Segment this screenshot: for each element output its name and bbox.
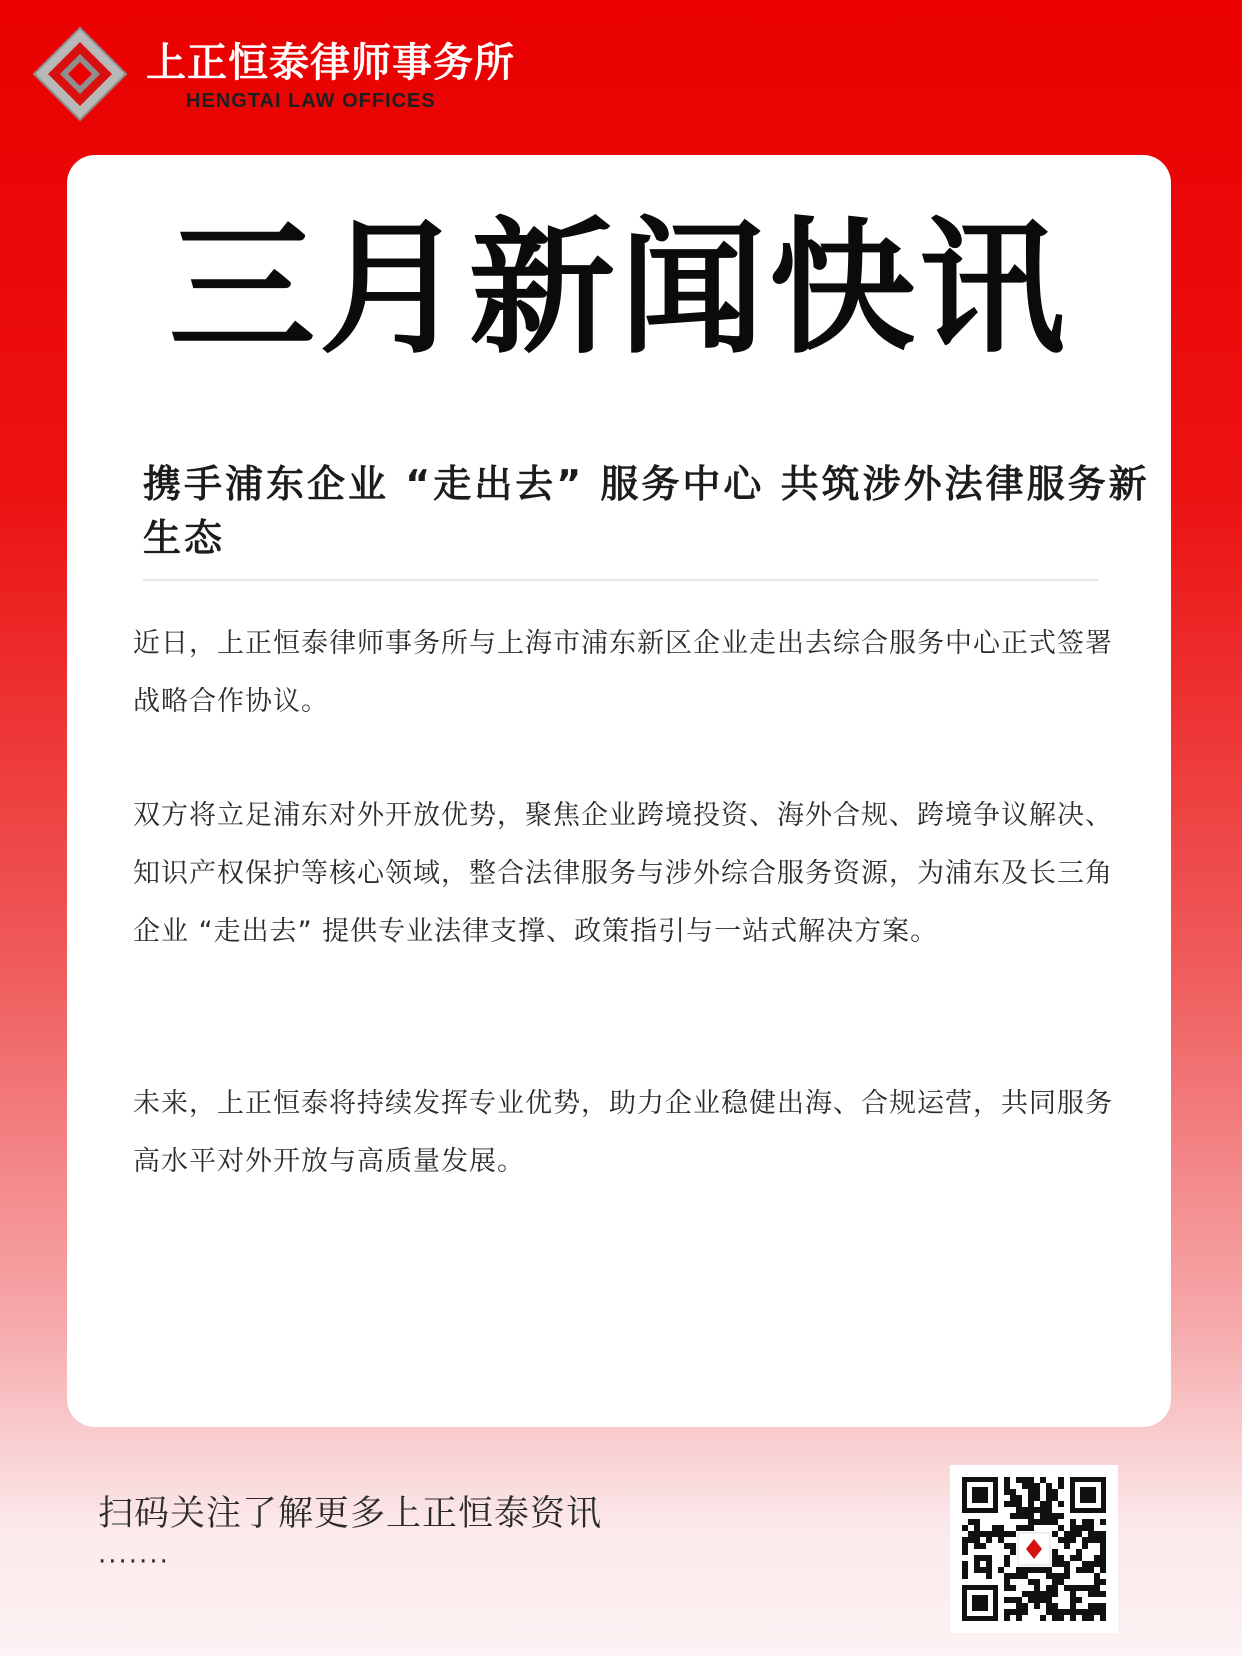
qr-code-icon[interactable] — [950, 1465, 1118, 1633]
ellipsis-dots: ······· — [98, 1547, 170, 1577]
paragraph-3: 未来，上正恒泰将持续发挥专业优势，助力企业稳健出海、合规运营，共同服务高水平对外开放与高质量发展。 — [133, 1088, 1113, 1177]
paragraph-1: 近日，上正恒泰律师事务所与上海市浦东新区企业走出去综合服务中心正式签署战略合作协议。 — [133, 628, 1113, 717]
paragraph-2: 双方将立足浦东对外开放优势，聚焦企业跨境投资、海外合规、跨境争议解决、知识产权保护等核心领域，整合法律服务与涉外综合服务资源，为浦东及长三角企业 “走出去” 提供专业法律支撑、政策指引与一站式解决方案。 — [133, 800, 1113, 947]
divider — [143, 579, 1099, 581]
article-title: 携手浦东企业 “走出去” 服务中心 共筑涉外法律服务新生态 — [143, 462, 1150, 560]
brand-name-cn: 上正恒泰律师事务所 — [146, 39, 515, 86]
headline: 三月新闻快讯 — [169, 204, 1069, 374]
follow-prompt: 扫码关注了解更多上正恒泰资讯 — [98, 1494, 603, 1534]
news-card — [67, 155, 1171, 1427]
diamond-logo-icon — [30, 24, 130, 124]
brand-name-en: HENGTAI LAW OFFICES — [186, 90, 436, 112]
